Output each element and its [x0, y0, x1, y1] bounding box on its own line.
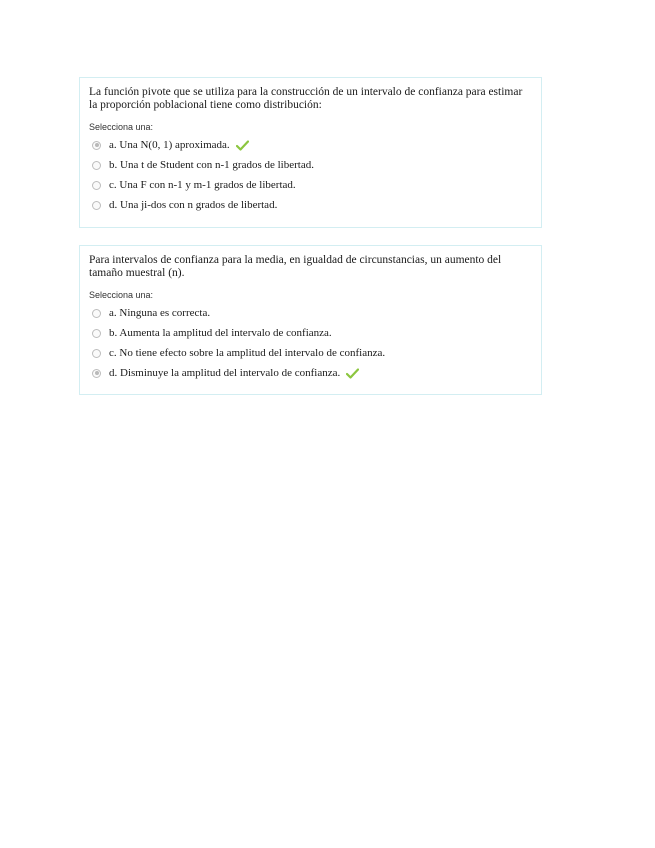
answer-label: c. No tiene efecto sobre la amplitud del intervalo de confianza.	[109, 347, 386, 359]
answer-option-b[interactable]	[89, 155, 532, 175]
radio-button[interactable]	[92, 141, 101, 150]
checkmark-icon	[236, 140, 249, 151]
answer-option-b[interactable]	[89, 323, 532, 343]
answer-option-a[interactable]	[89, 135, 532, 155]
select-prompt: Selecciona una:	[89, 290, 154, 300]
answer-label: c. Una F con n-1 y m-1 grados de libertad.	[109, 179, 296, 191]
answer-label: b. Aumenta la amplitud del intervalo de confianza.	[109, 327, 332, 339]
radio-button[interactable]	[92, 161, 101, 170]
answer-option-c[interactable]	[89, 175, 532, 195]
answer-label: a. Ninguna es correcta.	[109, 307, 211, 319]
radio-button[interactable]	[92, 349, 101, 358]
answer-option-a[interactable]	[89, 303, 532, 323]
radio-button[interactable]	[92, 181, 101, 190]
question-text: La función pivote que se utiliza para la construcción de un intervalo de confianza para estimar la proporción poblacional tiene como distribución:	[89, 86, 523, 111]
answer-label: d. Disminuye la amplitud del intervalo de confianza.	[109, 367, 341, 379]
question-2	[79, 245, 542, 395]
answer-label: b. Una t de Student con n-1 grados de libertad.	[109, 159, 314, 171]
radio-button[interactable]	[92, 309, 101, 318]
radio-button[interactable]	[92, 369, 101, 378]
radio-button[interactable]	[92, 329, 101, 338]
question-text: Para intervalos de confianza para la media, en igualdad de circunstancias, un aumento del tamaño muestral (n).	[89, 254, 502, 279]
answer-option-d[interactable]	[89, 363, 532, 383]
answer-option-d[interactable]	[89, 195, 532, 215]
answer-option-c[interactable]	[89, 343, 532, 363]
select-prompt: Selecciona una:	[89, 122, 154, 132]
radio-button[interactable]	[92, 201, 101, 210]
checkmark-icon	[346, 368, 359, 379]
question-1	[79, 77, 542, 228]
answer-label: a. Una N(0, 1) aproximada.	[109, 139, 230, 151]
answer-label: d. Una ji-dos con n grados de libertad.	[109, 199, 278, 211]
